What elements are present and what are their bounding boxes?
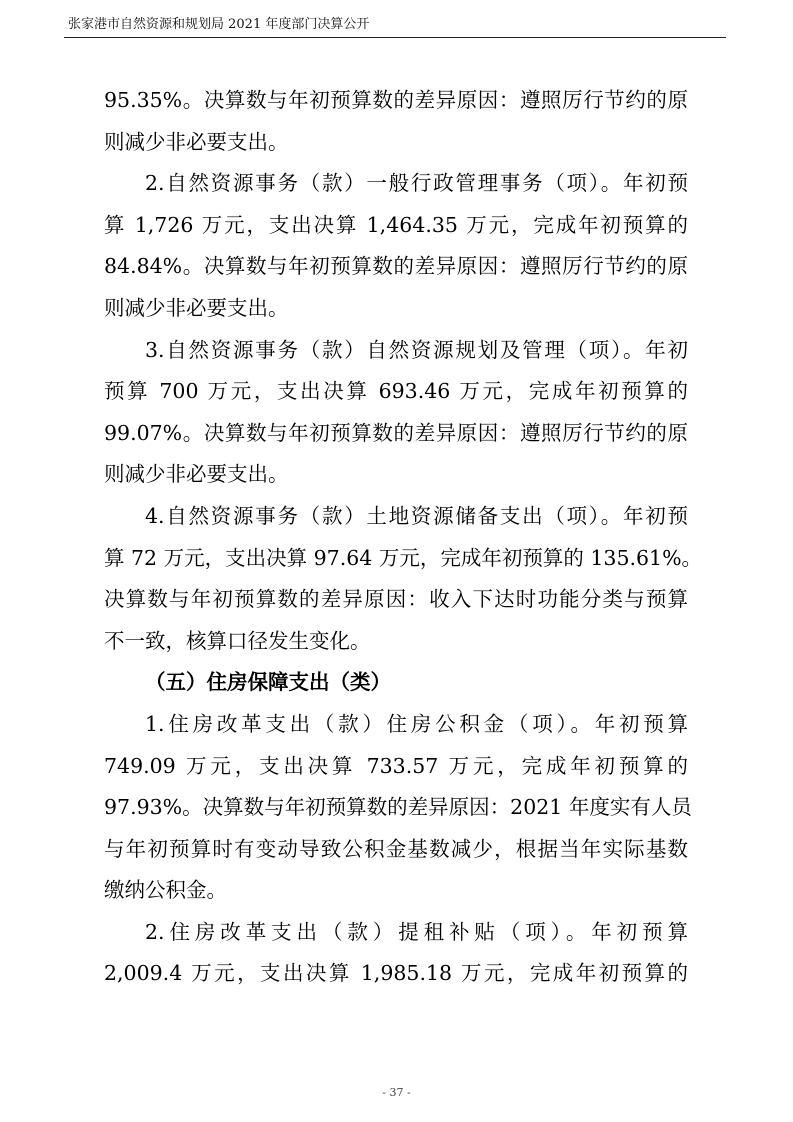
document-body xyxy=(104,80,703,995)
body-text-line: 预算 700 万元，支出决算 693.46 万元，完成年初预算的 xyxy=(104,379,688,404)
header-rule xyxy=(64,37,726,38)
body-text-line: 2,009.4 万元，支出决算 1,985.18 万元，完成年初预算的 xyxy=(104,961,688,986)
running-header: 张家港市自然资源和规划局 2021 年度部门决算公开 xyxy=(68,17,370,32)
body-text-line: 算 72 万元，支出决算 97.64 万元，完成年初预算的 135.61%。 xyxy=(104,545,703,570)
body-text-line: 缴纳公积金。 xyxy=(104,878,227,903)
section-heading: （五）住房保障支出（类） xyxy=(145,670,391,695)
body-text-line: 749.09 万元，支出决算 733.57 万元，完成年初预算的 xyxy=(104,753,688,778)
body-text-line: 3.自然资源事务（款）自然资源规划及管理（项）。年初 xyxy=(145,337,688,362)
body-text-line: 4.自然资源事务（款）土地资源储备支出（项）。年初预 xyxy=(145,503,688,528)
body-text-line: 与年初预算时有变动导致公积金基数减少，根据当年实际基数 xyxy=(104,836,688,861)
body-text-line: 算 1,726 万元，支出决算 1,464.35 万元，完成年初预算的 xyxy=(104,212,688,237)
page-number: - 37 - xyxy=(382,1086,411,1099)
body-text-line: 则减少非必要支出。 xyxy=(104,295,289,320)
body-text-line: 95.35%。决算数与年初预算数的差异原因：遵照厉行节约的原 xyxy=(104,88,688,112)
body-text-line: 97.93%。决算数与年初预算数的差异原因：2021 年度实有人员 xyxy=(104,795,692,820)
body-text-line: 84.84%。决算数与年初预算数的差异原因：遵照厉行节约的原 xyxy=(104,254,688,279)
body-text-line: 不一致，核算口径发生变化。 xyxy=(104,628,371,653)
body-text-line: 1.住房改革支出（款）住房公积金（项）。年初预算 xyxy=(145,711,688,736)
body-text-line: 99.07%。决算数与年初预算数的差异原因：遵照厉行节约的原 xyxy=(104,420,688,445)
body-text-line: 则减少非必要支出。 xyxy=(104,129,289,154)
body-text-line: 2.自然资源事务（款）一般行政管理事务（项）。年初预 xyxy=(145,171,688,196)
body-text-line: 则减少非必要支出。 xyxy=(104,462,289,487)
body-text-line: 决算数与年初预算数的差异原因：收入下达时功能分类与预算 xyxy=(104,587,688,612)
body-text-line: 2.住房改革支出（款）提租补贴（项）。年初预算 xyxy=(145,919,688,944)
